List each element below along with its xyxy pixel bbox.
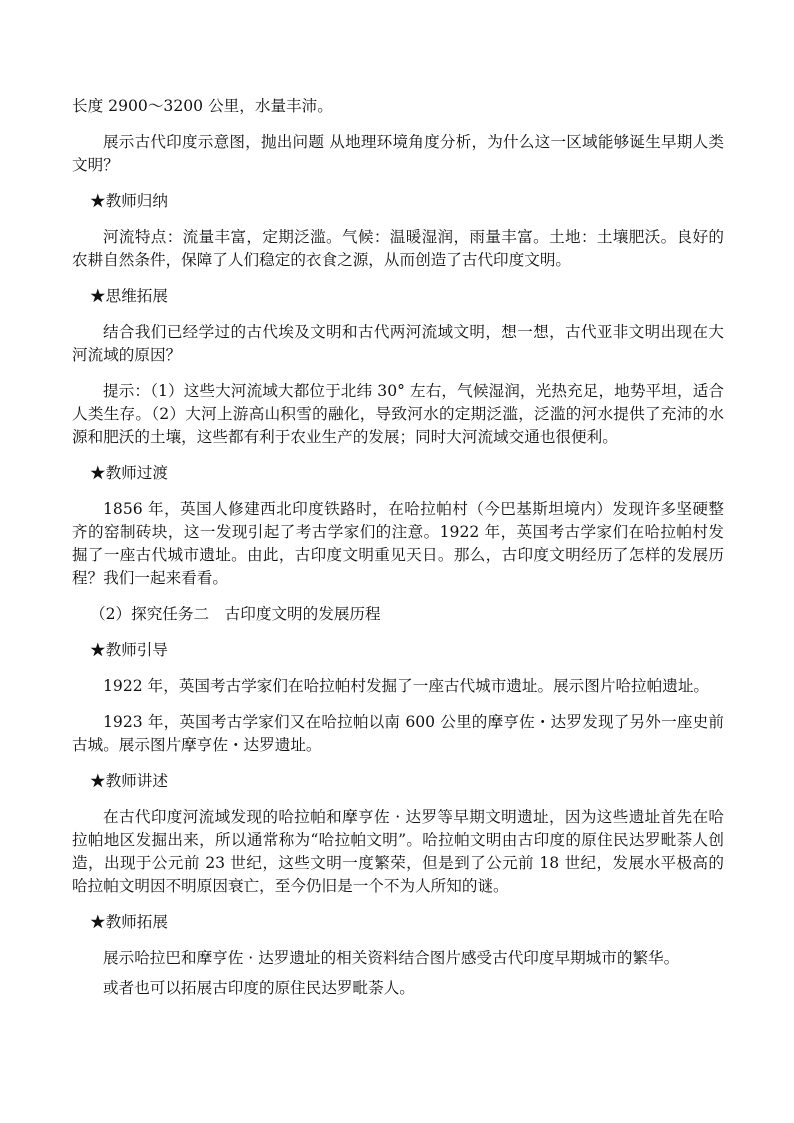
paragraph-site-materials: 展示哈拉巴和摩亨佐 · 达罗遗址的相关资料结合图片感受古代印度早期城市的繁华。	[103, 949, 680, 967]
heading-teacher-narration: ★教师讲述	[90, 772, 168, 790]
heading-thinking-extension: ★思维拓展	[90, 287, 168, 305]
paragraph-river-length: 长度 2900～3200 公里，水量丰沛。	[72, 97, 333, 115]
heading-teacher-transition: ★教师过渡	[90, 464, 168, 482]
document-page	[72, 95, 724, 1013]
paragraph-river-characteristics: 河流特点：流量丰富，定期泛滥。气候：温暖湿润，雨量丰富。土地：土壤肥沃。良好的农耕自然条件，保障了人们稳定的衣食之源，从而创造了古代印度文明。	[72, 228, 724, 269]
paragraph-1922-excavation: 1922 年，英国考古学家们在哈拉帕村发掘了一座古代城市遗址。展示图片哈拉帕遗址。	[103, 677, 710, 695]
heading-teacher-extension: ★教师拓展	[90, 913, 168, 931]
paragraph-river-civilization-question: 结合我们已经学过的古代埃及文明和古代两河流域文明，想一想，古代亚非文明出现在大河流域的原因？	[72, 323, 724, 364]
heading-teacher-summary: ★教师归纳	[90, 192, 168, 210]
paragraph-harappa-discovery: 1856 年，英国人修建西北印度铁路时，在哈拉帕村（今巴基斯坦境内）发现许多坚硬整齐的窑制砖块，这一发现引起了考古学家们的注意。1922 年，英国考古学家们在哈拉帕村发掘了一座古代城市遗址。由此，古印度文明重见天日。那么，古印度文明经历了怎样的发展历程？我们一起来看看。	[72, 500, 724, 587]
heading-inquiry-task-two: （2）探究任务二 古印度文明的发展历程	[90, 605, 381, 623]
paragraph-1923-mohenjo-daro: 1923 年，英国考古学家们又在哈拉帕以南 600 公里的摩亨佐・达罗发现了另外一座史前古城。展示图片摩亨佐・达罗遗址。	[72, 713, 724, 754]
heading-teacher-guidance: ★教师引导	[90, 641, 168, 659]
paragraph-hints: 提示：（1）这些大河流域大都位于北纬 30° 左右，气候湿润，光热充足，地势平坦，适合人类生存。（2）大河上游高山积雪的融化，导致河水的定期泛滥，泛滥的河水提供了充沛的水源和肥沃的土壤，这些都有利于农业生产的发展；同时大河流域交通也很便利。	[72, 382, 724, 446]
paragraph-harappan-civilization: 在古代印度河流域发现的哈拉帕和摩亨佐 · 达罗等早期文明遗址，因为这些遗址首先在哈拉帕地区发掘出来，所以通常称为“哈拉帕文明”。哈拉帕文明由古印度的原住民达罗毗荼人创造，出现于公元前 23 世纪，这些文明一度繁荣，但是到了公元前 18 世纪，发展水平极高的哈拉帕文明因不明原因衰亡，至今仍旧是一个不为人所知的谜。	[72, 808, 724, 895]
paragraph-dravidian-extension: 或者也可以拓展古印度的原住民达罗毗荼人。	[103, 979, 415, 997]
paragraph-map-question: 展示古代印度示意图，抛出问题 从地理环境角度分析，为什么这一区域能够诞生早期人类文明？	[72, 133, 724, 174]
